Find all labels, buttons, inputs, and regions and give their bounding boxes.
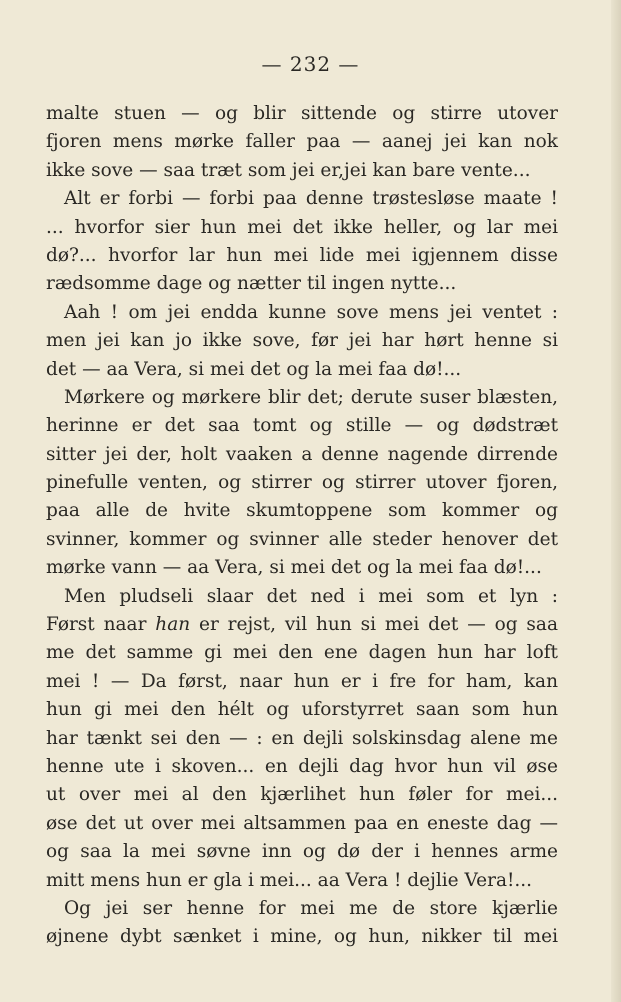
text-line: Aah ! om jei endda kunne sove mens jei ventet : xyxy=(64,301,558,323)
text-line: henne ute i skoven... en dejli dag hvor hun vil øse xyxy=(46,755,558,777)
text-line: mei ! — Da først, naar hun er i fre for ham, kan xyxy=(46,670,558,692)
text-segment: Først naar xyxy=(46,614,156,636)
page-edge xyxy=(611,0,621,1002)
text-segment: er rejst, vil hun si mei det — og saa xyxy=(190,614,558,636)
text-line: øse det ut over mei altsammen paa en eneste dag — xyxy=(46,812,558,834)
page-number: — 232 — xyxy=(261,52,360,76)
text-line: og saa la mei søvne inn og dø der i hennes arme xyxy=(46,841,558,863)
text-line: rædsomme dage og nætter til ingen nytte... xyxy=(46,273,457,295)
text-line: det — aa Vera, si mei det og la mei faa dø!... xyxy=(46,358,462,380)
text-line: me det samme gi mei den ene dagen hun har loft xyxy=(46,642,558,664)
italic-word: han xyxy=(155,614,191,636)
text-line: ... hvorfor sier hun mei det ikke heller, og lar mei xyxy=(46,216,558,238)
text-line: paa alle de hvite skumtoppene som kommer og xyxy=(46,500,558,522)
text-line xyxy=(46,611,558,639)
text-line: herinne er det saa tomt og stille — og dødstræt xyxy=(46,415,558,437)
text-line: malte stuen — og blir sittende og stirre utover xyxy=(46,103,558,124)
text-line: mørke vann — aa Vera, si mei det og la mei faa dø!... xyxy=(46,557,542,579)
text-line: hun gi mei den hélt og uforstyrret saan som hun xyxy=(46,699,558,721)
text-line: Men pludseli slaar det ned i mei som et lyn : xyxy=(64,585,558,607)
text-line: svinner, kommer og svinner alle steder henover det xyxy=(46,528,558,550)
text-line: Mørkere og mørkere blir det; derute suser blæsten, xyxy=(64,386,558,408)
text-line: dø?... hvorfor lar hun mei lide mei igjennem disse xyxy=(46,244,558,266)
text-line: Alt er forbi — forbi paa denne trøstesløse maate ! xyxy=(64,188,558,210)
text-line: ikke sove — saa træt som jei er,jei kan bare vente... xyxy=(46,159,531,181)
text-line: Og jei ser henne for mei me de store kjærlie xyxy=(64,897,558,919)
text-line: mitt mens hun er gla i mei... aa Vera ! dejlie Vera!... xyxy=(46,869,533,891)
text-line: har tænkt sei den — : en dejli solskinsdag alene me xyxy=(46,727,558,749)
text-line: øjnene dybt sænket i mine, og hun, nikker til mei xyxy=(46,926,558,948)
body-text xyxy=(46,100,558,952)
text-line: fjoren mens mørke faller paa — aanej jei kan nok xyxy=(46,131,558,153)
text-line: sitter jei der, holt vaaken a denne nagende dirrende xyxy=(46,443,558,465)
text-line: men jei kan jo ikke sove, før jei har hørt henne si xyxy=(46,330,558,352)
text-line: ut over mei al den kjærlihet hun føler for mei... xyxy=(46,784,558,806)
text-line: pinefulle venten, og stirrer og stirrer utover fjoren, xyxy=(46,472,558,494)
